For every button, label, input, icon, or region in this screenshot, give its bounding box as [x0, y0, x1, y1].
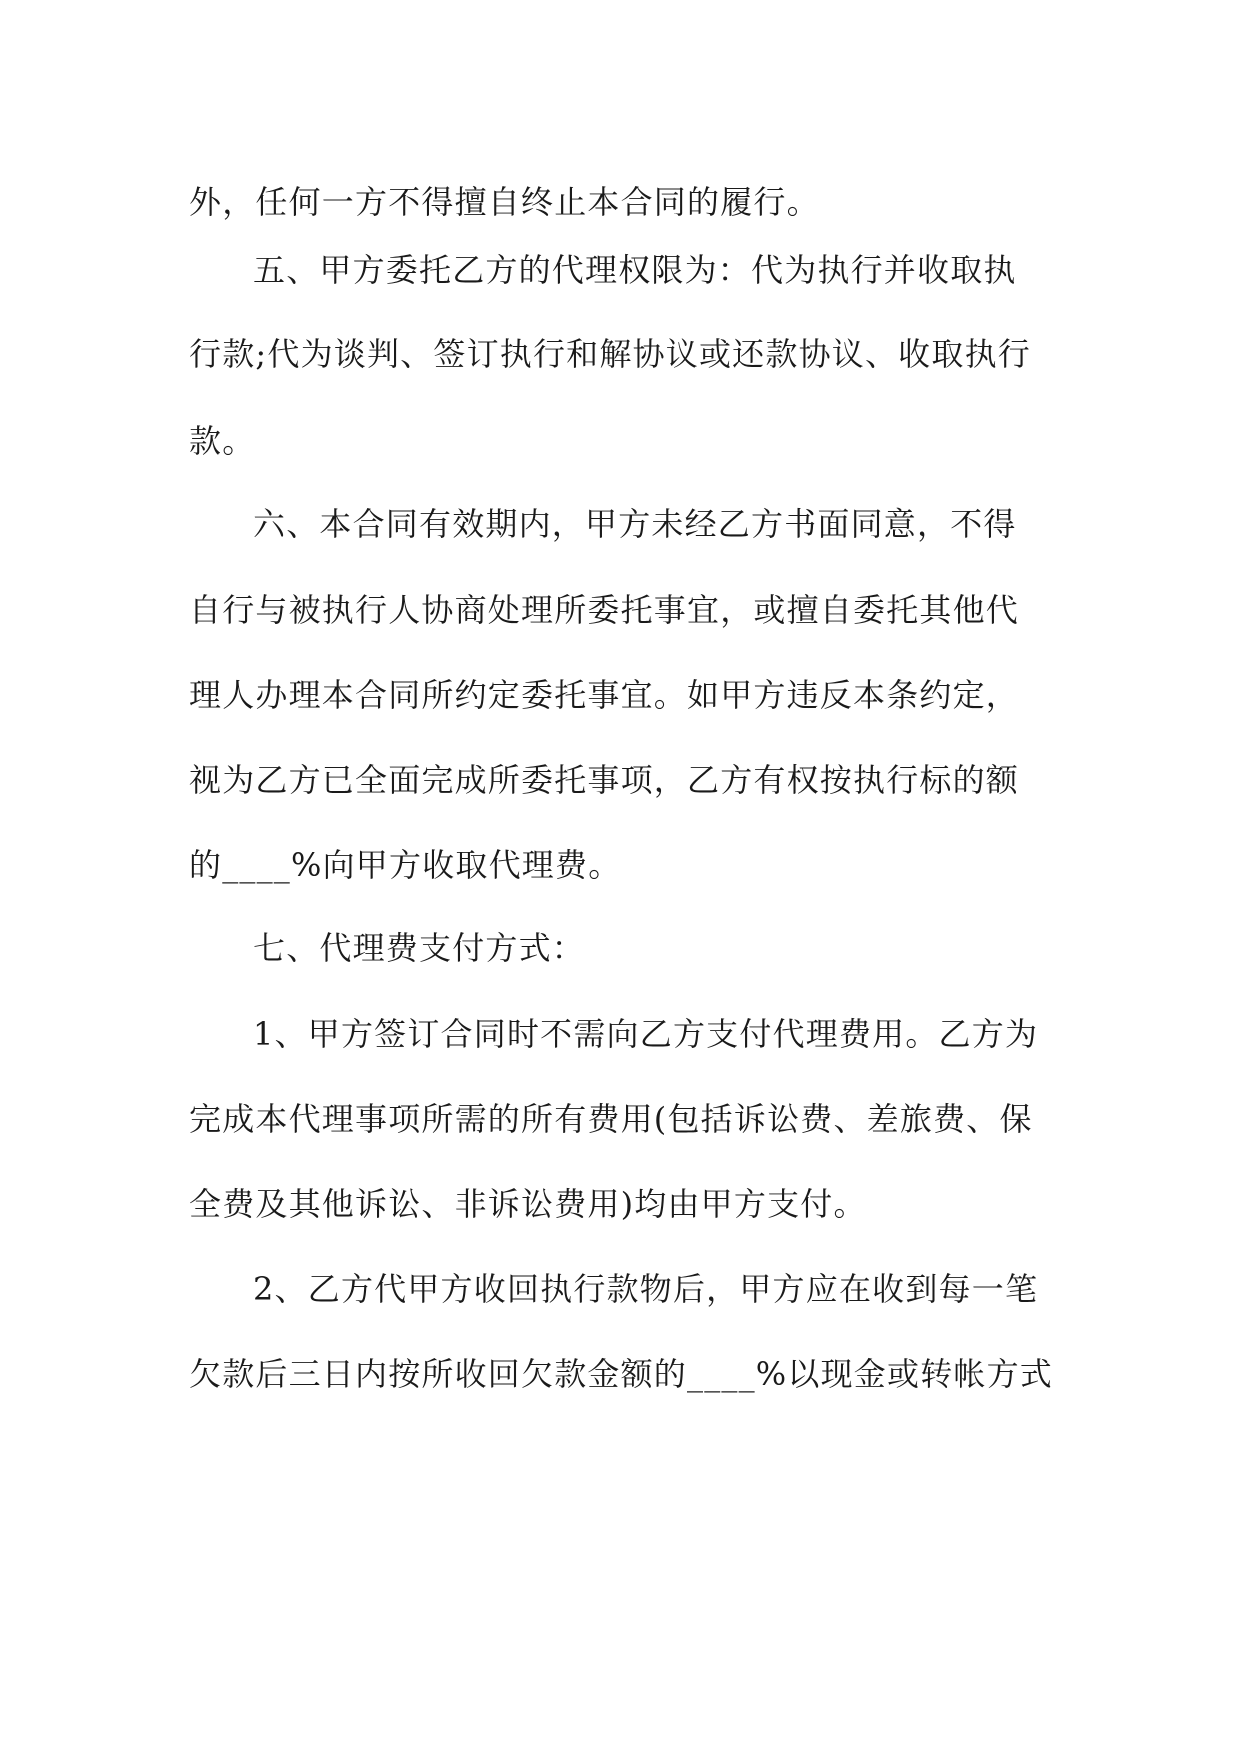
text-line: 视为乙方已全面完成所委托事项，乙方有权按执行标的额 — [189, 761, 1020, 799]
text-line: 全费及其他诉讼、非诉讼费用)均由甲方支付。 — [189, 1185, 867, 1223]
text-line: 欠款后三日内按所收回欠款金额的____%以现金或转帐方式 — [189, 1355, 1054, 1393]
text-line: 款。 — [189, 422, 256, 460]
clause-6-heading-line: 六、本合同有效期内，甲方未经乙方书面同意，不得 — [253, 505, 1017, 543]
text-line: 理人办理本合同所约定委托事宜。如甲方违反本条约定， — [189, 676, 1020, 714]
text-line: 完成本代理事项所需的所有费用(包括诉讼费、差旅费、保 — [189, 1100, 1033, 1138]
clause-7-heading-line: 七、代理费支付方式： — [253, 929, 586, 967]
text-line: 的____%向甲方收取代理费。 — [189, 846, 622, 884]
text-line: 行款;代为谈判、签订执行和解协议或还款协议、收取执行 — [189, 335, 1031, 373]
item-2-line: 2、乙方代甲方收回执行款物后，甲方应在收到每一笔 — [253, 1270, 1039, 1308]
clause-5-heading-line: 五、甲方委托乙方的代理权限为：代为执行并收取执 — [253, 251, 1017, 289]
text-line: 外，任何一方不得擅自终止本合同的履行。 — [189, 183, 820, 221]
text-line: 自行与被执行人协商处理所委托事宜，或擅自委托其他代 — [189, 591, 1020, 629]
item-1-line: 1、甲方签订合同时不需向乙方支付代理费用。乙方为 — [253, 1015, 1039, 1053]
